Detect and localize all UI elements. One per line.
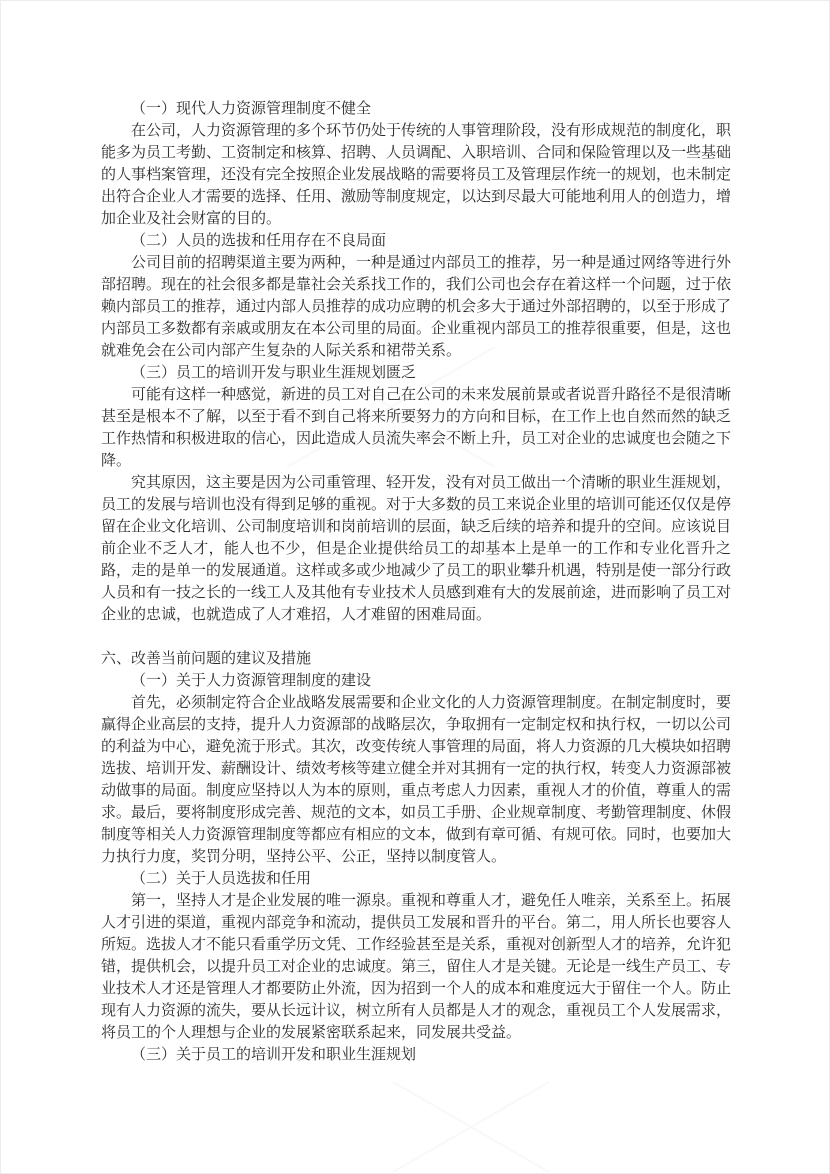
subheading-selection-suggestions: （二）关于人员选拔和任用: [131, 871, 312, 887]
subheading-selection-appointment: （二）人员的选拔和任用存在不良局面: [131, 233, 387, 249]
paragraph-selection-suggestions: 第一，坚持人才是企业发展的唯一源泉。重视和尊重人才，避免任人唯亲，关系至上。拓展人才引进的渠道，重视内部竞争和流动，提供员工发展和晋升的平台。第二，用人所长也要容人所短。选拔人才不能只看重学历文凭、工作经验甚至是关系，重视对创新型人才的培养，允许犯错，提供机会，以提升员工对企业的忠诚度。第三，留住人才是关键。无论是一线生产员工、专业技术人才还是管理人才都要防止外流，因为招到一个人的成本和难度远大于留住一个人。防止现有人力资源的流失，要从长远计议，树立所有人员都是人才的观念，重视员工个人发展需求，将员工的个人理想与企业的发展紧密联系起来，同发展共受益。: [101, 893, 732, 1041]
section-heading-improvement: 六、改善当前问题的建议及措施: [101, 651, 312, 667]
watermark: [381, 1071, 561, 1174]
subheading-training-career-lack: （三）员工的培训开发与职业生涯规划匮乏: [131, 365, 417, 381]
document-content: [101, 98, 731, 1066]
subheading-training-career-suggestions: （三）关于员工的培训开发和职业生涯规划: [131, 1047, 417, 1063]
paragraph-root-cause: 究其原因，这主要是因为公司重管理、轻开发，没有对员工做出一个清晰的职业生涯规划，员工的发展与培训也没有得到足够的重视。对于大多数的员工来说企业里的培训可能还仅仅是停留在企业文化培训、公司制度培训和岗前培训的层面，缺乏后续的培养和提升的空间。应该说目前企业不乏人才，能人也不少，但是企业提供给员工的却基本上是单一的工作和专业化晋升之路，走的是单一的发展通道。这样或多或少地减少了员工的职业攀升机遇，特别是使一部分行政人员和有一技之长的一线工人及其他有专业技术人员感到难有大的发展前途，进而影响了员工对企业的忠诚，也就造成了人才难招，人才难留的困难局面。: [101, 475, 732, 623]
paragraph-hr-system-issue: 在公司，人力资源管理的多个环节仍处于传统的人事管理阶段，没有形成规范的制度化，职能多为员工考勤、工资制定和核算、招聘、人员调配、入职培训、合同和保险管理以及一些基础的人事档案管理，还没有完全按照企业发展战略的需要将员工及管理层作统一的规划，也未制定出符合企业人才需要的选择、任用、激励等制度规定，以达到尽最大可能地利用人的创造力，增加企业及社会财富的目的。: [101, 123, 732, 227]
subheading-modern-hr-system: （一）现代人力资源管理制度不健全: [131, 101, 372, 117]
paragraph-employee-perception: 可能有这样一种感觉，新进的员工对自己在公司的未来发展前景或者说晋升路径不是很清晰甚至是根本不了解，以至于看不到自己将来所要努力的方向和目标，在工作上也自然而然的缺乏工作热情和积极进取的信心，因此造成人员流失率会不断上升，员工对企业的忠诚度也会随之下降。: [101, 387, 732, 469]
paragraph-recruitment-channels: 公司目前的招聘渠道主要为两种，一种是通过内部员工的推荐，另一种是通过网络等进行外部招聘。现在的社会很多都是靠社会关系找工作的，我们公司也会存在着这样一个问题，过于依赖内部员工的推荐，通过内部人员推荐的成功应聘的机会多大于通过外部招聘的，以至于形成了内部员工多数都有亲戚或朋友在本公司里的局面。企业重视内部员工的推荐很重要，但是，这也就难免会在公司内部产生复杂的人际关系和裙带关系。: [101, 255, 732, 359]
subheading-hr-system-building: （一）关于人力资源管理制度的建设: [131, 673, 372, 689]
paragraph-hr-system-suggestions: 首先，必须制定符合企业战略发展需要和企业文化的人力资源管理制度。在制定制度时，要赢得企业高层的支持，提升人力资源部的战略层次，争取拥有一定制定权和执行权，一切以公司的利益为中心，避免流于形式。其次，改变传统人事管理的局面，将人力资源的几大模块如招聘选拔、培训开发、薪酬设计、绩效考核等建立健全并对其拥有一定的执行权，转变人力资源部被动做事的局面。制度应坚持以人为本的原则，重点考虑人力因素，重视人才的价值，尊重人的需求。最后，要将制度形成完善、规范的文本，如员工手册、企业规章制度、考勤管理制度、休假制度等相关人力资源管理制度等都应有相应的文本，做到有章可循、有规可依。同时，也要加大力执行力度，奖罚分明，坚持公平、公正，坚持以制度管人。: [101, 695, 732, 865]
